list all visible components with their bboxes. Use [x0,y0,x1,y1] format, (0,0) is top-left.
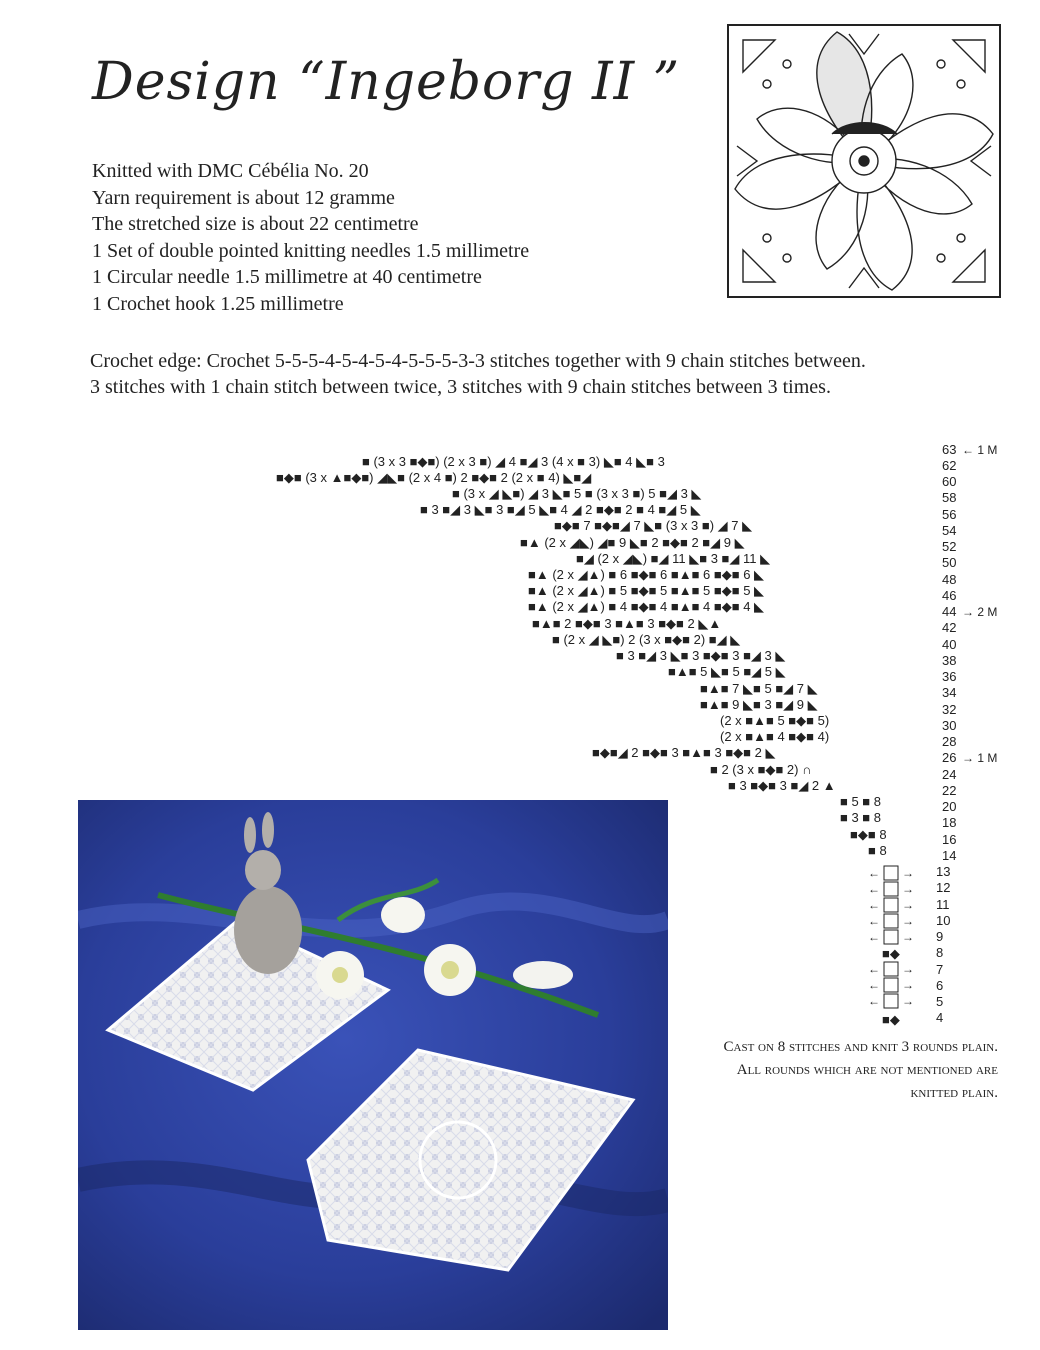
chart-row-20-symbols: ■ 3 ■ 8 [840,810,881,825]
row-label: 50 [942,555,957,570]
row-label: 12 [936,880,951,895]
row-label: 13 [936,864,951,879]
row-label: 11 [936,897,950,912]
arrow-right-icon: → [902,882,914,896]
arrow-right-icon: → [902,914,914,928]
chart-row-48-symbols: ■▲ (2 x ◢▲) ■ 5 ■◆■ 5 ■▲■ 5 ■◆■ 5 ◣ [528,583,765,598]
spec-size: The stretched size is about 22 centimetre [92,213,419,236]
row-label: 48 [942,572,957,587]
arrow-left-icon: ← [868,978,880,992]
row-label: 4 [936,1010,944,1025]
arrow-right-icon: → [902,930,914,944]
row-label: 32 [942,702,957,717]
note-line-3: knitted plain. [910,1085,998,1101]
row-label: 60 [942,474,957,489]
row-label: 22 [942,783,957,798]
arrow-right-icon: → [902,898,914,912]
chart-row-36-symbols: ■▲■ 7 ◣■ 5 ■◢ 7 ◣ [700,681,818,696]
chart-symbol-rows [276,454,887,858]
row-label: 58 [942,490,957,505]
chart-row-numbers [936,442,956,1025]
row-label: 46 [942,588,957,603]
row-label: 28 [942,734,957,749]
row-label: 30 [942,718,957,733]
chart-row-24-symbols: ■ 3 ■◆■ 3 ■◢ 2 ▲ [728,778,836,793]
row-label: 54 [942,523,957,538]
row-label: 63 [942,442,957,457]
arrow-left-icon: ← [868,882,880,896]
marker-row-26: → 1 M [962,751,998,765]
arrow-left-icon: ← [868,866,880,880]
crochet-edge-line-1: Crochet edge: Crochet 5-5-5-4-5-4-5-4-5-5-5-3-3 stitches together with 9 chain stitches between. [90,350,866,372]
row-label: 6 [936,978,944,993]
chart-row-16-symbols: ■ 8 [868,843,887,858]
row-label: 24 [942,767,957,782]
row-label: 56 [942,507,957,522]
row-label: 7 [936,962,944,977]
row-label: 44 [942,604,957,619]
chart-row-58-symbols: ■ 3 ■◢ 3 ◣■ 3 ■◢ 5 ◣■ 4 ◢ 2 ■◆■ 2 ■ 4 ■◢ 5 ◣ [420,502,701,517]
chart-row-40-symbols: ■ 3 ■◢ 3 ◣■ 3 ■◆■ 3 ■◢ 3 ◣ [616,648,786,663]
row-label: 42 [942,620,957,635]
chart-row-63-symbols: ■ (3 x 3 ■◆■) (2 x 3 ■) ◢ 4 ■◢ 3 (4 x ■ 3) ◣■ 4 ◣■ 3 [362,454,665,469]
row-label: 9 [936,929,944,944]
spec-circular: 1 Circular needle 1.5 millimetre at 40 centimetre [92,266,482,289]
chart-row-38-symbols: ■▲■ 5 ◣■ 5 ■◢ 5 ◣ [668,664,786,679]
chart-row-52-symbols: ■◢ (2 x ◢◣) ■◢ 11 ◣■ 3 ■◢ 11 ◣ [576,551,771,566]
chart-row-50-symbols: ■▲ (2 x ◢▲) ■ 6 ■◆■ 6 ■▲■ 6 ■◆■ 6 ◣ [528,567,765,582]
chart-plain-rounds [884,866,898,1008]
row-label: 20 [942,799,957,814]
row-label: 16 [942,832,957,847]
chart-row-56-symbols: ■◆■ 7 ■◆■◢ 7 ◣■ (3 x 3 ■) ◢ 7 ◣ [554,518,753,533]
arrow-right-icon: → [902,866,914,880]
chart-row-44-symbols: ■▲■ 2 ■◆■ 3 ■▲■ 3 ■◆■ 2 ◣▲ [532,616,722,631]
row-label: 62 [942,458,957,473]
row-label: 38 [942,653,957,668]
arrow-left-icon: ← [868,962,880,976]
chart-row-34-symbols: ■▲■ 9 ◣■ 3 ■◢ 9 ◣ [700,697,818,712]
crochet-edge-line-2: 3 stitches with 1 chain stitch between twice, 3 stitches with 9 chain stitches between 3 times. [90,376,831,398]
row-label: 14 [942,848,957,863]
chart-row-42-symbols: ■ (2 x ◢ ◣■) 2 (3 x ■◆■ 2) ■◢ ◣ [552,632,741,647]
motif-drawing [727,24,1001,298]
row-label: 36 [942,669,957,684]
spec-dpn: 1 Set of double pointed knitting needles 1.5 millimetre [92,239,530,262]
arrow-right-icon: → [902,994,914,1008]
chart-row-26-symbols: ■ 2 (3 x ■◆■ 2) ∩ [710,762,812,777]
chart-row-30-symbols: (2 x ■▲■ 4 ■◆■ 4) [720,729,830,744]
doily-photo [78,800,668,1330]
marker-row-63: ← 1 M [962,443,998,457]
chart-row-54-symbols: ■▲ (2 x ◢◣) ◢■ 9 ◣■ 2 ■◆■ 2 ■◢ 9 ◣ [520,535,745,550]
row-label: 8 [936,945,944,960]
chart-row-60-symbols: ■ (3 x ◢ ◣■) ◢ 3 ◣■ 5 ■ (3 x 3 ■) 5 ■◢ 3 ◣ [452,486,702,501]
row-label: 52 [942,539,957,554]
arrow-right-icon: → [902,978,914,992]
spec-yarn-amount: Yarn requirement is about 12 gramme [92,186,395,209]
spec-hook: 1 Crochet hook 1.25 millimetre [92,292,344,315]
page-title: Design “Ingeborg II ” [92,52,681,112]
note-line-2: All rounds which are not mentioned are [736,1062,998,1078]
row-label: 10 [936,913,951,928]
chart-row-8-symbols: ■◆ [882,946,900,961]
row-label: 34 [942,685,957,700]
marker-row-44: → 2 M [962,605,998,619]
arrow-left-icon: ← [868,898,880,912]
materials-list [92,158,529,318]
arrow-left-icon: ← [868,930,880,944]
row-label: 18 [942,815,957,830]
chart-row-4-symbols: ■◆ [882,1012,900,1027]
chart-row-28-symbols: ■◆■◢ 2 ■◆■ 3 ■▲■ 3 ■◆■ 2 ◣ [592,745,776,760]
chart-markers [962,443,997,765]
row-label: 26 [942,750,957,765]
arrow-right-icon: → [902,962,914,976]
chart-row-46-symbols: ■▲ (2 x ◢▲) ■ 4 ■◆■ 4 ■▲■ 4 ■◆■ 4 ◣ [528,599,765,614]
row-label: 5 [936,994,944,1009]
chart-row-32-symbols: (2 x ■▲■ 5 ■◆■ 5) [720,713,830,728]
row-label: 40 [942,637,957,652]
arrow-left-icon: ← [868,914,880,928]
chart-row-62-symbols: ■◆■ (3 x ▲■◆■) ◢◣■ (2 x 4 ■) 2 ■◆■ 2 (2 x ■ 4) ◣■◢ [276,470,592,485]
note-line-1: Cast on 8 stitches and knit 3 rounds plain. [723,1039,998,1055]
arrow-left-icon: ← [868,994,880,1008]
cast-on-note [660,1036,998,1105]
chart-row-18-symbols: ■◆■ 8 [850,827,887,842]
crochet-edge-instructions [90,348,960,400]
chart-row-22-symbols: ■ 5 ■ 8 [840,794,881,809]
spec-yarn: Knitted with DMC Cébélia No. 20 [92,160,369,182]
